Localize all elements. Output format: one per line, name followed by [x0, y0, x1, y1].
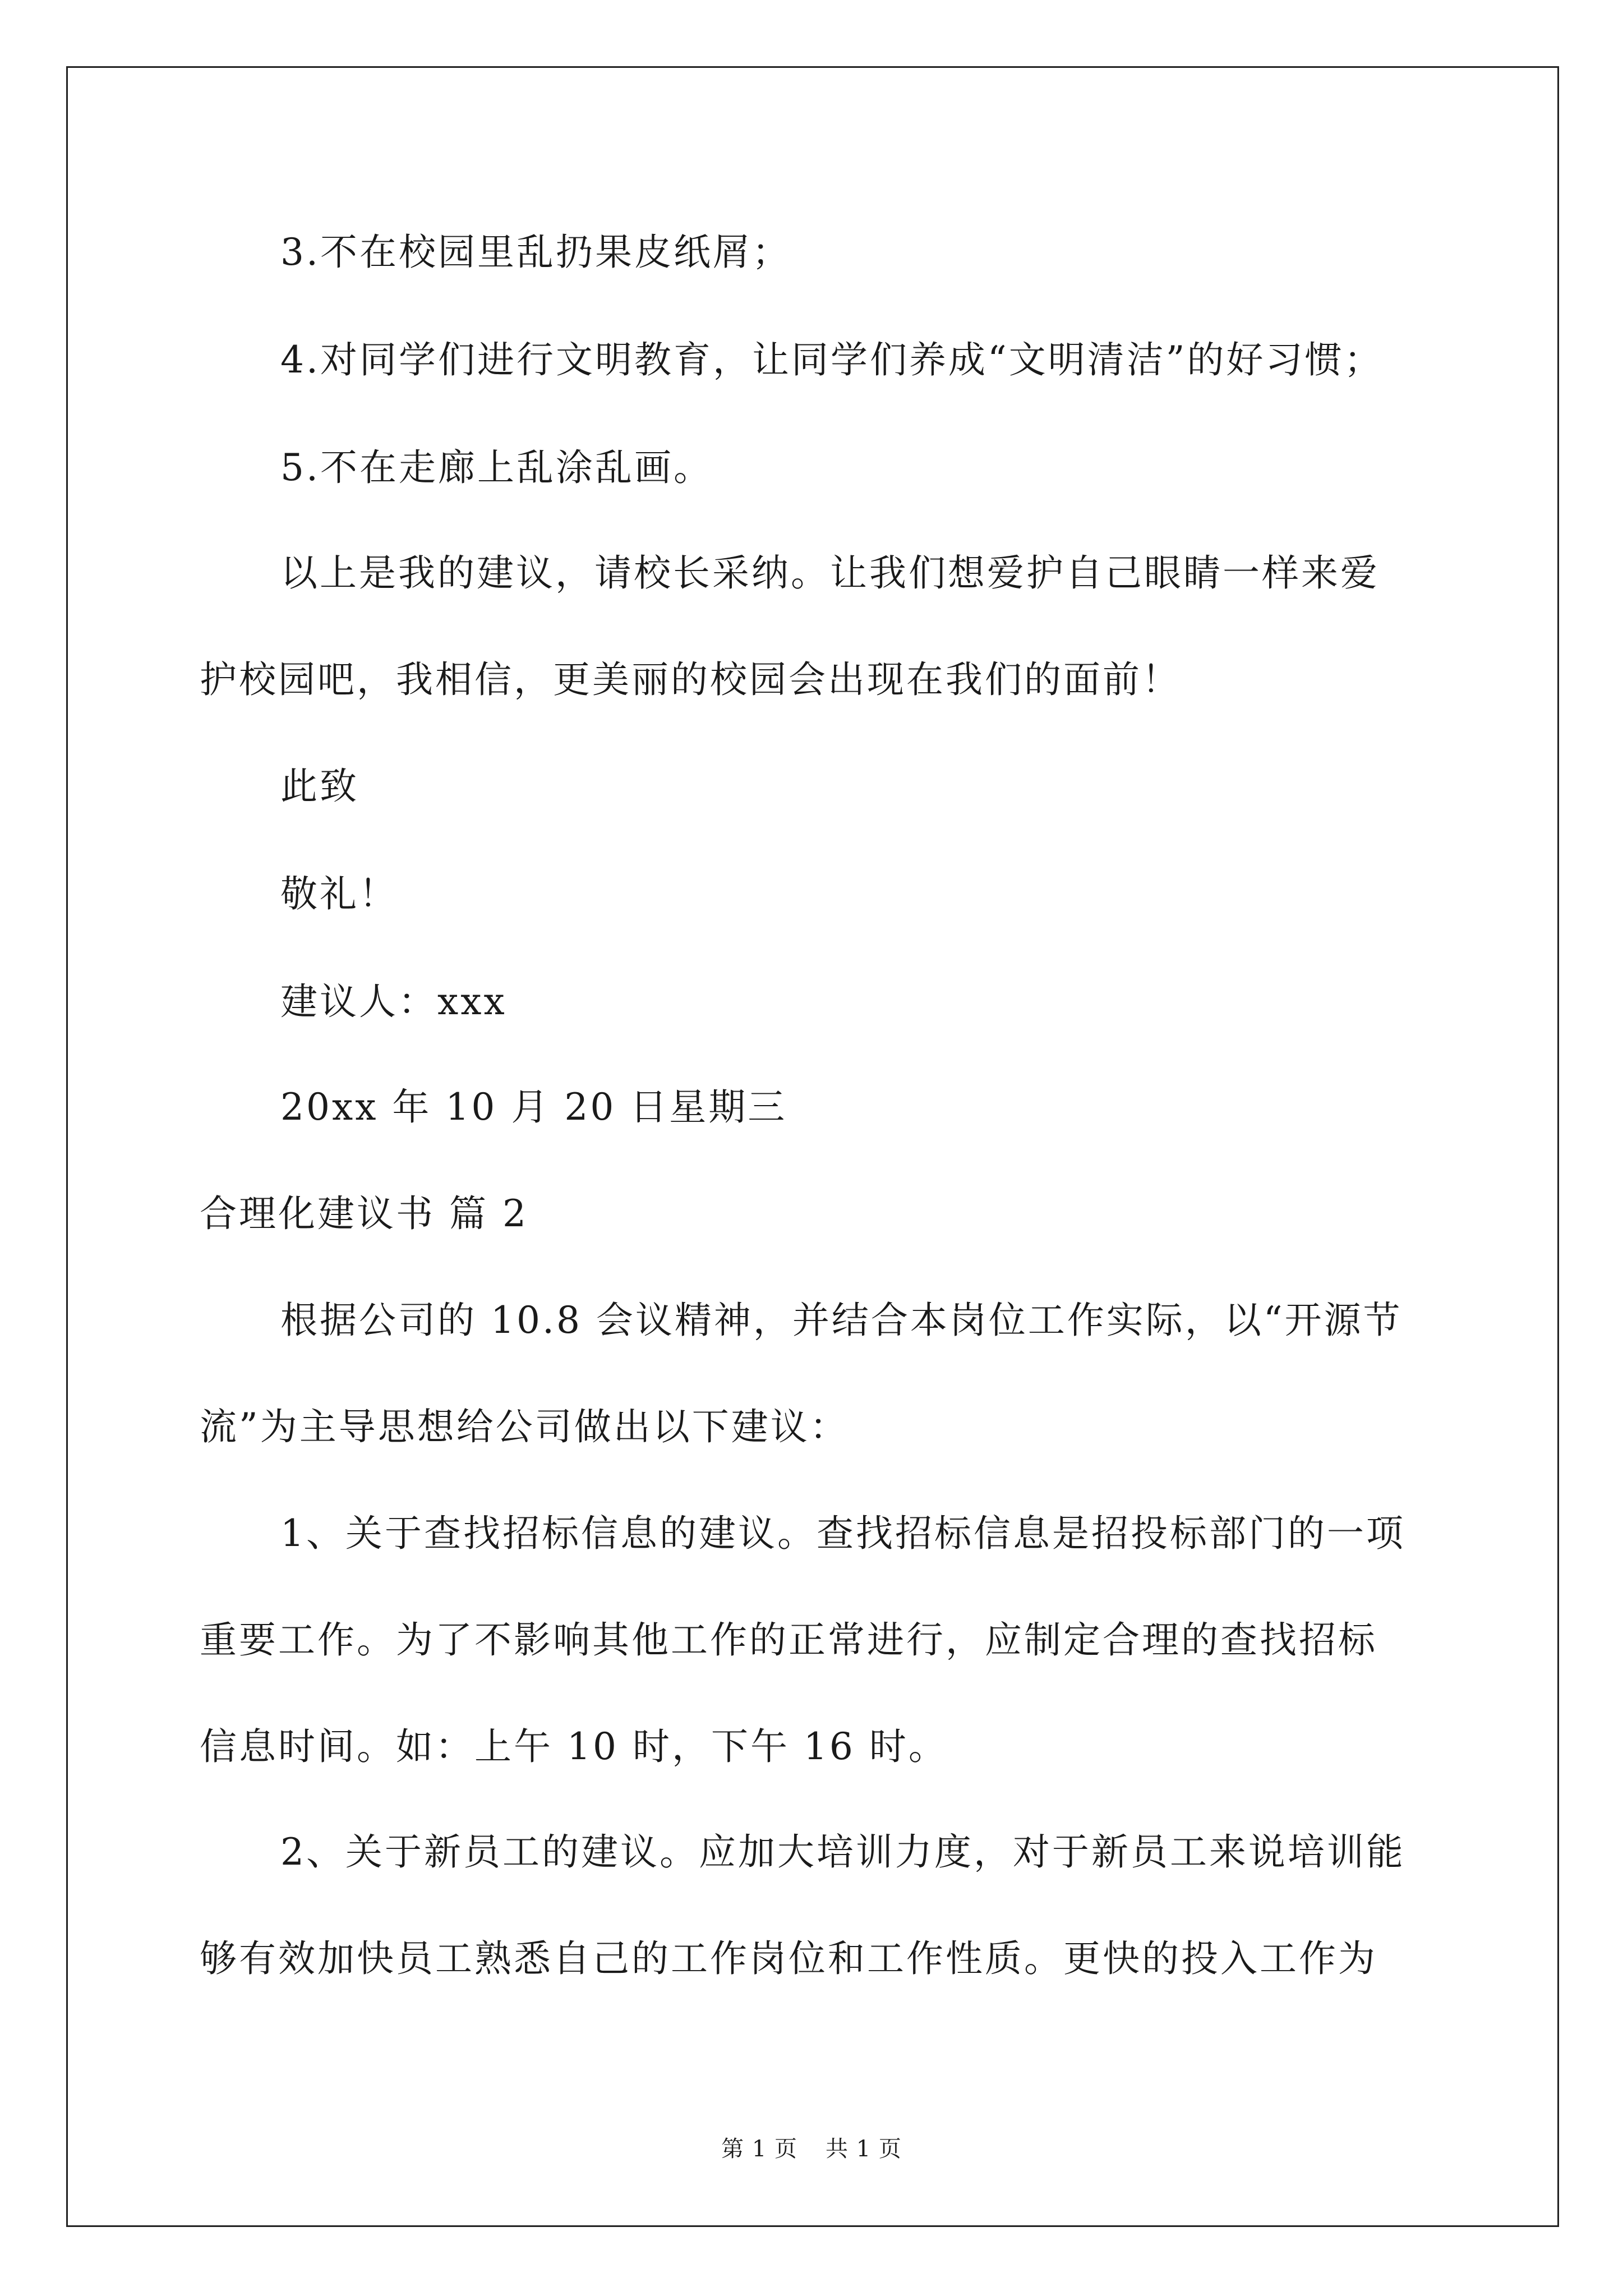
paragraph-line: 护校园吧，我相信，更美丽的校园会出现在我们的面前！: [200, 658, 1181, 701]
paragraph-line: 1、关于查找招标信息的建议。查找招标信息是招投标部门的一项: [280, 1512, 1405, 1555]
paragraph-line: 以上是我的建议，请校长采纳。让我们想爱护自己眼睛一样来爱: [280, 551, 1380, 595]
list-item-5: 5.不在走廊上乱涂乱画。: [280, 446, 713, 489]
date-line: 20xx 年 10 月 20 日星期三: [280, 1085, 787, 1129]
page-footer: [0, 2135, 1623, 2163]
paragraph-line: 信息时间。如：上午 10 时，下午 16 时。: [200, 1725, 948, 1768]
paragraph-line: 够有效加快员工熟悉自己的工作岗位和工作性质。更快的投入工作为: [200, 1937, 1377, 1980]
list-item-4: 4.对同学们进行文明教育，让同学们养成“文明清洁”的好习惯；: [280, 338, 1384, 381]
paragraph-line: 重要工作。为了不影响其他工作的正常进行，应制定合理的查找招标: [200, 1618, 1377, 1662]
page-number: 第 1 页: [721, 2136, 797, 2162]
page-border: [66, 66, 1559, 2227]
section-heading: 合理化建议书 篇 2: [200, 1192, 528, 1235]
paragraph-line: 流”为主导思想给公司做出以下建议：: [200, 1405, 849, 1448]
paragraph-line: 根据公司的 10.8 会议精神，并结合本岗位工作实际，以“开源节: [280, 1299, 1403, 1342]
page-total: 共 1 页: [826, 2136, 902, 2162]
signature-line: 建议人：xxx: [280, 980, 507, 1023]
closing-salutation: 此致: [280, 765, 359, 808]
paragraph-line: 2、关于新员工的建议。应加大培训力度，对于新员工来说培训能: [280, 1830, 1405, 1874]
closing-regards: 敬礼！: [280, 872, 398, 915]
list-item-3: 3.不在校园里乱扔果皮纸屑；: [280, 231, 791, 274]
